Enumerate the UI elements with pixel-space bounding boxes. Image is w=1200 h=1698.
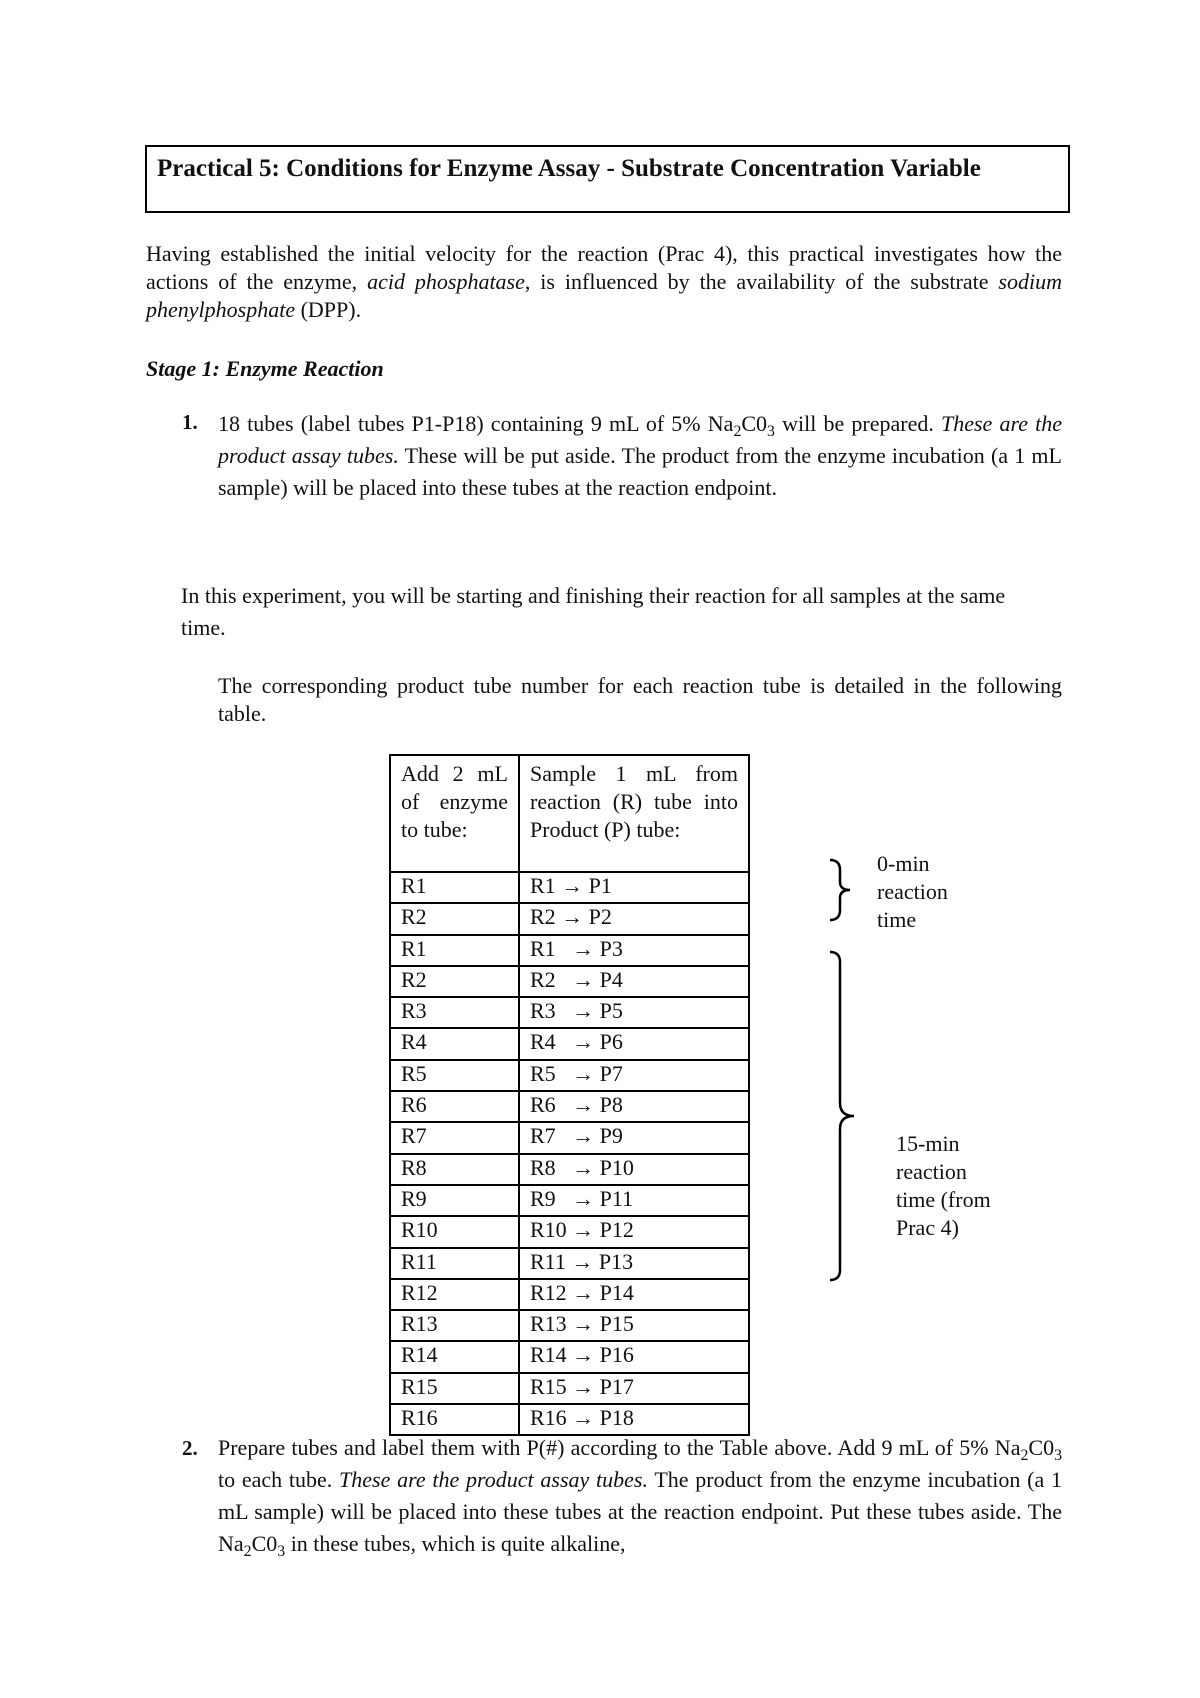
reaction-tube-cell: R2	[390, 966, 519, 997]
table-body	[390, 872, 749, 1435]
step1-number: 1.	[182, 410, 198, 434]
table-row	[390, 1341, 749, 1372]
subscript-3: 3	[277, 1542, 286, 1560]
reaction-tube-cell: R1	[390, 872, 519, 903]
table-row	[390, 903, 749, 934]
page-title: Practical 5: Conditions for Enzyme Assay - Substrate Concentration Variable	[145, 145, 1070, 213]
step2-number: 2.	[182, 1436, 198, 1460]
experiment-note: In this experiment, you will be starting and finishing their reaction for all samples at the same time.	[181, 583, 1006, 640]
sample-mapping-cell: R2 → P2	[519, 903, 749, 934]
table-row	[390, 1060, 749, 1091]
table-header-row	[390, 755, 749, 872]
reaction-tube-cell: R3	[390, 997, 519, 1028]
substrate-name: sodium phenylphosphate	[146, 269, 1062, 322]
intro-text-3: (DPP).	[295, 297, 362, 322]
sample-mapping-cell: R3 → P5	[519, 997, 749, 1028]
table-row	[390, 1154, 749, 1185]
sample-mapping-cell: R8 → P10	[519, 1154, 749, 1185]
sample-mapping-cell: R11 → P13	[519, 1248, 749, 1279]
table-row	[390, 1122, 749, 1153]
sample-mapping-cell: R1 → P3	[519, 935, 749, 966]
table-row	[390, 1028, 749, 1059]
step1-text-d: These will be put aside. The product from the enzyme incubation (a 1 mL sample) will be placed into these tubes at the reaction endpoint.	[218, 443, 1062, 500]
step1-italic: These are the product assay tubes.	[218, 411, 1062, 468]
intro-text-2: , is influenced by the availability of the substrate	[524, 269, 999, 294]
sample-mapping-cell: R6 → P8	[519, 1091, 749, 1122]
label-15min-line4: Prac 4)	[896, 1215, 959, 1240]
subscript-2: 2	[733, 422, 742, 440]
label-15min	[896, 1130, 991, 1242]
reaction-tube-cell: R11	[390, 1248, 519, 1279]
sample-mapping-cell: R2 → P4	[519, 966, 749, 997]
table-row	[390, 1310, 749, 1341]
step1-text-c: will be prepared.	[774, 411, 941, 436]
reaction-tube-cell: R4	[390, 1028, 519, 1059]
step1-text-b: C0	[741, 411, 768, 436]
sample-mapping-cell: R12 → P14	[519, 1279, 749, 1310]
reaction-tube-cell: R6	[390, 1091, 519, 1122]
step2-text-e: C0	[251, 1531, 278, 1556]
table-row	[390, 935, 749, 966]
label-0min	[877, 850, 948, 934]
step2-text-f: in these tubes, which is quite alkaline,	[285, 1531, 626, 1556]
subscript-3: 3	[767, 422, 775, 440]
step2-italic: These are the product assay tubes.	[339, 1467, 648, 1492]
subscript-2: 2	[1020, 1446, 1029, 1464]
label-15min-line2: reaction	[896, 1159, 967, 1184]
label-0min-line3: time	[877, 907, 917, 932]
reaction-tube-cell: R13	[390, 1310, 519, 1341]
step2-text-b: C0	[1028, 1435, 1055, 1460]
subscript-2: 2	[243, 1542, 252, 1560]
table-row	[390, 872, 749, 903]
reaction-tube-cell: R7	[390, 1122, 519, 1153]
reaction-tube-cell: R15	[390, 1373, 519, 1404]
sample-mapping-cell: R14 → P16	[519, 1341, 749, 1372]
reaction-tube-cell: R14	[390, 1341, 519, 1372]
bracket-15min	[830, 952, 854, 1280]
reaction-tube-cell: R2	[390, 903, 519, 934]
step2-paragraph	[218, 1432, 1062, 1560]
table-row	[390, 997, 749, 1028]
sample-mapping-cell: R15 → P17	[519, 1373, 749, 1404]
label-15min-line3: time (from	[896, 1187, 991, 1212]
step2-text-c: to each tube.	[218, 1467, 340, 1492]
table-row	[390, 1216, 749, 1247]
tube-table	[389, 754, 750, 1436]
reaction-tube-cell: R12	[390, 1279, 519, 1310]
bracket-0min	[830, 860, 850, 920]
table-row	[390, 1091, 749, 1122]
table-row	[390, 1373, 749, 1404]
header-col2: Sample 1 mL from reaction (R) tube into Product (P) tube:	[519, 755, 749, 872]
table-row	[390, 1404, 749, 1435]
table-intro: The corresponding product tube number for each reaction tube is detailed in the following table.	[218, 673, 1062, 726]
reaction-tube-cell: R1	[390, 935, 519, 966]
table-row	[390, 966, 749, 997]
reaction-tube-cell: R10	[390, 1216, 519, 1247]
sample-mapping-cell: R10 → P12	[519, 1216, 749, 1247]
sample-mapping-cell: R5 → P7	[519, 1060, 749, 1091]
reaction-tube-cell: R9	[390, 1185, 519, 1216]
label-0min-line2: reaction	[877, 879, 948, 904]
brackets-graphic	[820, 858, 880, 1298]
enzyme-name: acid phosphatase	[367, 269, 525, 294]
sample-mapping-cell: R13 → P15	[519, 1310, 749, 1341]
step1-text-a: 18 tubes (label tubes P1-P18) containing 9 mL of 5% Na	[218, 411, 734, 436]
intro-paragraph	[146, 240, 1062, 324]
sample-mapping-cell: R1 → P1	[519, 872, 749, 903]
intro-text-1: Having established the initial velocity for the reaction (Prac 4), this practical investigates how the actions of the enzyme,	[146, 241, 1062, 294]
sample-mapping-cell: R4 → P6	[519, 1028, 749, 1059]
reaction-tube-cell: R16	[390, 1404, 519, 1435]
reaction-tube-cell: R8	[390, 1154, 519, 1185]
table-row	[390, 1185, 749, 1216]
sample-mapping-cell: R7 → P9	[519, 1122, 749, 1153]
sample-mapping-cell: R16 → P18	[519, 1404, 749, 1435]
table-row	[390, 1279, 749, 1310]
step2-text-d: The product from the enzyme incubation (a 1 mL sample) will be placed into these tubes at the reaction endpoint. Put these tubes aside. The Na	[218, 1467, 1062, 1556]
label-15min-line1: 15-min	[896, 1131, 960, 1156]
subscript-3: 3	[1054, 1446, 1062, 1464]
reaction-tube-cell: R5	[390, 1060, 519, 1091]
sample-mapping-cell: R9 → P11	[519, 1185, 749, 1216]
header-col1: Add 2 mL of enzyme to tube:	[390, 755, 519, 872]
step2-text-a: Prepare tubes and label them with P(#) according to the Table above. Add 9 mL of 5% Na	[218, 1435, 1021, 1460]
label-0min-line1: 0-min	[877, 851, 930, 876]
stage-heading: Stage 1: Enzyme Reaction	[146, 356, 384, 381]
step1-paragraph	[218, 408, 1062, 504]
table-row	[390, 1248, 749, 1279]
